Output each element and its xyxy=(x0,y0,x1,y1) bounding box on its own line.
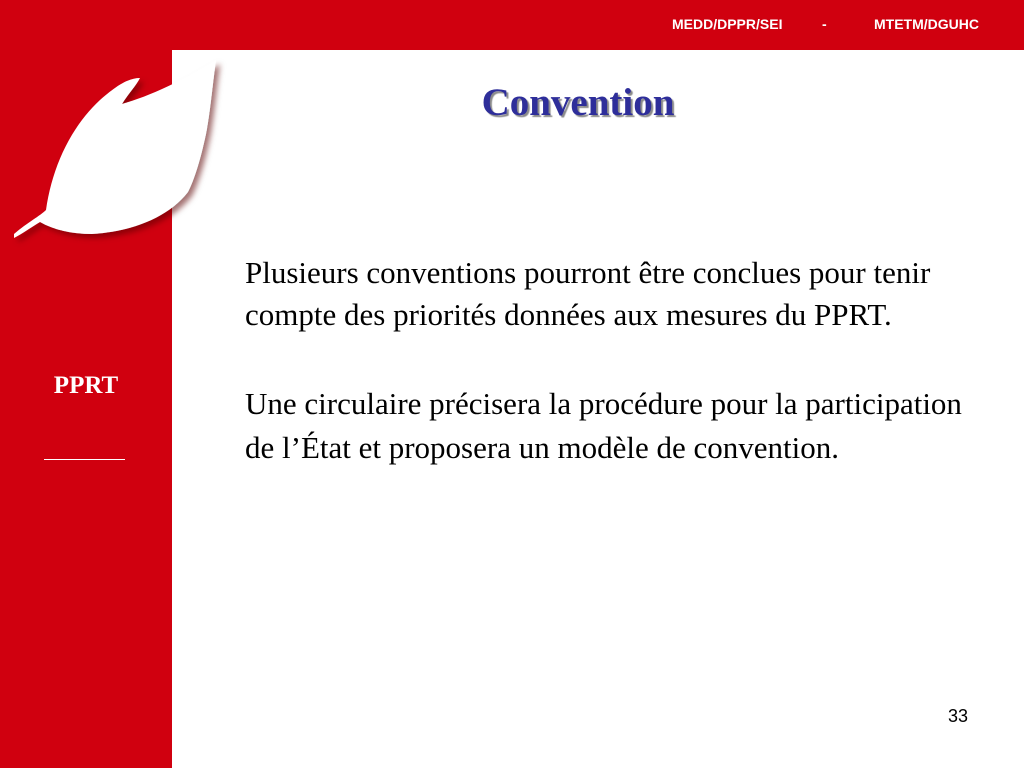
slide-body xyxy=(245,252,985,516)
sidebar-label: PPRT xyxy=(53,372,119,399)
sidebar-divider xyxy=(44,459,125,460)
body-paragraph: Plusieurs conventions pourront être conclues pour tenir compte des priorités données aux mesures du PPRT. xyxy=(245,255,931,332)
body-paragraph: Une circulaire précisera la procédure pour la participation de l’État et proposera un modèle de convention. xyxy=(245,386,962,465)
header-left-text: MEDD/DPPR/SEI xyxy=(672,16,783,32)
page-number: 33 xyxy=(947,706,968,726)
header-text xyxy=(672,16,979,32)
header-separator: - xyxy=(822,16,827,32)
header-right-text: MTETM/DGUHC xyxy=(874,16,979,32)
slide-title: Convention xyxy=(481,81,675,124)
